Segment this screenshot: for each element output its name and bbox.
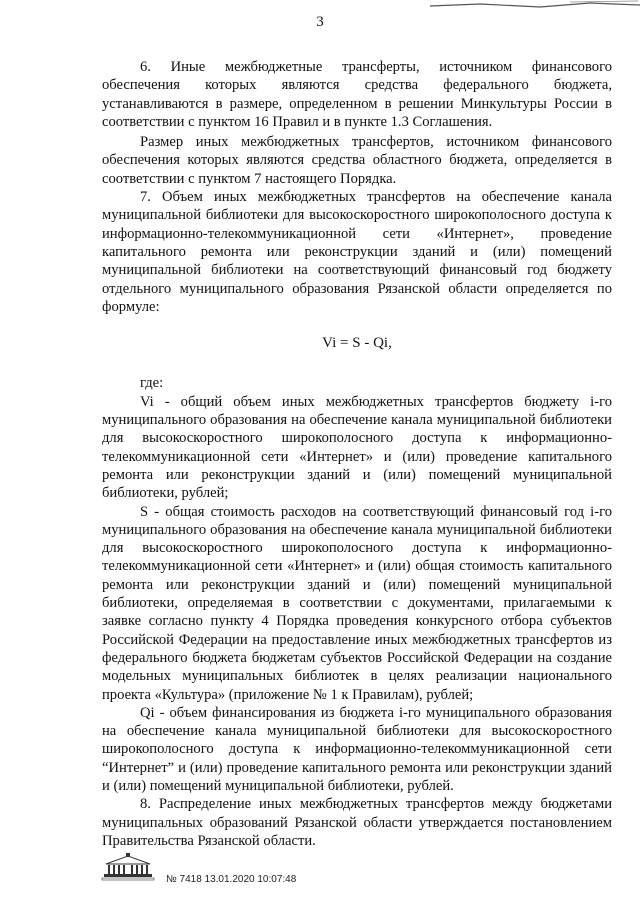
page-number: 3	[316, 14, 324, 30]
document-body	[102, 58, 612, 850]
definition-vi: Vi - общий объем иных межбюджетных трансфертов бюджету i-го муниципального образования на обеспечение канала муниципальной библиотеки для высокоскоростного широкополосного доступа к информационно-телекоммуникационной сети «Интернет» и (или) проведение капитального ремонта или реконструкции зданий и (или) помещений муниципальной библиотеки, рублей;	[102, 393, 612, 502]
scan-edge-mark	[420, 0, 640, 12]
registration-stamp: № 7418 13.01.2020 10:07:48	[166, 874, 297, 885]
definition-qi: Qi - объем финансирования из бюджета i-го муниципального образования на обеспечение канала муниципальной библиотеки для высокоскоростного широкополосного доступа к информационно-телекоммуникационной сети “Интернет” и (или) проведение капитального ремонта или реконструкции зданий и (или) помещений муниципальной библиотеки, рублей.	[102, 704, 612, 794]
paragraph-8: 8. Распределение иных межбюджетных трансфертов между бюджетами муниципальных образований Рязанской области утверждается постановлением Правительства Рязанской области.	[102, 796, 612, 849]
document-footer	[98, 852, 418, 892]
definitions-intro: где:	[140, 375, 164, 392]
paragraph-7: 7. Объем иных межбюджетных трансфертов на обеспечение канала муниципальной библиотеки для высокоскоростного широкополосного доступа к информационно-телекоммуникационной сети «Интернет», проведение капитального ремонта или реконструкции зданий и (или) помещений муниципальной библиотеки на соответствующий финансовый год бюджету отдельного муниципального образования Рязанской области определяется по формуле:	[102, 189, 612, 315]
paragraph-6-regional: Размер иных межбюджетных трансфертов, источником финансового обеспечения которых являются средства областного бюджета, определяется в соответствии с пунктом 7 настоящего Порядка.	[102, 134, 612, 187]
formula: Vi = S - Qi,	[322, 335, 392, 352]
government-building-logo-icon	[98, 852, 158, 882]
paragraph-6: 6. Иные межбюджетные трансферты, источником финансового обеспечения которых являются средства федерального бюджета, устанавливаются в размере, определенном в решении Минкультуры России в соответствии с пунктом 16 Правил и в пункте 1.3 Соглашения.	[102, 59, 612, 130]
definition-s: S - общая стоимость расходов на соответствующий финансовый год i-го муниципального образования на обеспечение канала муниципальной библиотеки для высокоскоростного широкополосного доступа к информационно-телекоммуникационной сети «Интернет» и (или) общая стоимость капитального ремонта или реконструкции зданий и (или) помещений муниципальной библиотеки, определяемая в соответствии с документами, прилагаемыми к заявке согласно пункту 4 Порядка проведения конкурсного отбора субъектов Российской Федерации на предоставление иных межбюджетных трансфертов из федерального бюджета бюджетам субъектов Российской Федерации на создание модельных муниципальных библиотек в целях реализации национального проекта «Культура» (приложение № 1 к Правилам), рублей;	[102, 503, 612, 703]
